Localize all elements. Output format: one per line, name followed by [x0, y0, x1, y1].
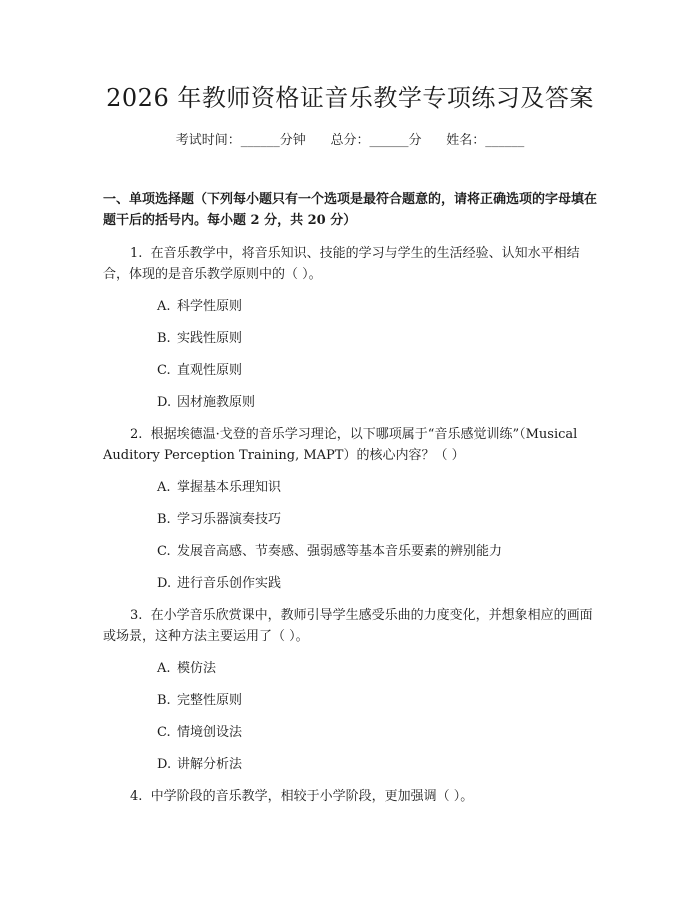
- option-2c: C. 发展音高感、节奏感、强弱感等基本音乐要素的辨别能力: [157, 544, 503, 559]
- option-1b: B. 实践性原则: [157, 331, 243, 346]
- question-3: [103, 605, 603, 647]
- option-1a: A. 科学性原则: [157, 299, 243, 314]
- option-1c: C. 直观性原则: [157, 363, 243, 378]
- question-stem: 根据埃德温·戈登的音乐学习理论，以下哪项属于“音乐感觉训练”（Musical Auditory Perception Training, MAPT）的核心内容？（ ）: [103, 427, 578, 463]
- question-stem: 在小学音乐欣赏课中，教师引导学生感受乐曲的力度变化，并想象相应的画面或场景，这种方法主要运用了（ ）。: [103, 608, 593, 644]
- option-2d: D. 进行音乐创作实践: [157, 576, 282, 591]
- option-1d: D. 因材施教原则: [157, 395, 256, 410]
- question-1: [103, 243, 603, 285]
- document-title: 2026 年教师资格证音乐教学专项练习及答案: [106, 84, 594, 112]
- option-3d: D. 讲解分析法: [157, 757, 243, 772]
- question-number: 4.: [130, 789, 143, 804]
- option-2a: A. 掌握基本乐理知识: [157, 480, 282, 495]
- option-2b: B. 学习乐器演奏技巧: [157, 512, 282, 527]
- question-number: 1.: [130, 246, 143, 261]
- exam-info-line: 考试时间：______分钟 总分：______分 姓名：______: [175, 133, 525, 148]
- question-stem: 在音乐教学中，将音乐知识、技能的学习与学生的生活经验、认知水平相结合，体现的是音乐教学原则中的（ ）。: [103, 246, 580, 282]
- question-number: 2.: [130, 427, 143, 442]
- option-3a: A. 模仿法: [157, 661, 217, 676]
- option-3c: C. 情境创设法: [157, 725, 243, 740]
- question-4: [103, 786, 603, 807]
- section-heading: 一、单项选择题（下列每小题只有一个选项是最符合题意的，请将正确选项的字母填在题干后的括号内。每小题 2 分，共 20 分）: [103, 192, 598, 228]
- question-stem: 中学阶段的音乐教学，相较于小学阶段，更加强调（ ）。: [150, 789, 474, 804]
- question-number: 3.: [130, 608, 143, 623]
- option-3b: B. 完整性原则: [157, 693, 243, 708]
- question-2: [103, 424, 603, 466]
